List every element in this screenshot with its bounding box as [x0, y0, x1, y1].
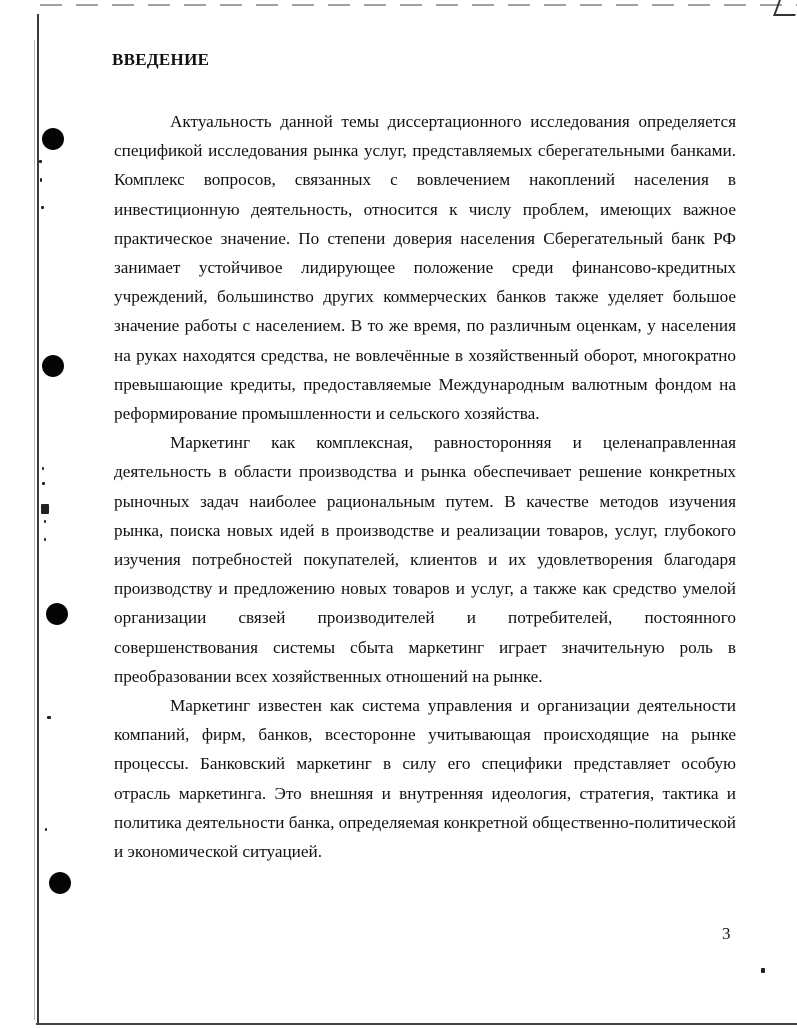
scan-speck: [45, 828, 47, 831]
scan-speck: [41, 504, 49, 514]
body-text: [114, 107, 736, 866]
scan-left-edge: [37, 14, 39, 1024]
scan-speck: [41, 206, 44, 209]
paragraph-marketing-activity: Маркетинг как комплексная, равносторонняя и целенаправленная деятельность в области производства и рынка обеспечивает решение конкретных рыночных задач наиболее рациональным путем. В качестве методов изучения рынка, поиска новых идей в производстве и реализации товаров, услуг, глубокого изучения потребностей покупателей, клиентов и их удовлетворения благодаря производству и предложению новых товаров и услуг, а также как средство умелой организации связей производителей и потребителей, постоянного совершенствования системы сбыта маркетинг играет значительную роль в преобразовании всех хозяйственных отношений на рынке.: [114, 433, 736, 686]
scan-left-edge-shadow: [34, 40, 35, 1020]
binder-hole: [49, 872, 71, 894]
scan-top-edge: [40, 4, 797, 6]
scan-speck: [40, 178, 42, 182]
paragraph-relevance: Актуальность данной темы диссертационного исследования определяется спецификой исследования рынка услуг, представляемых сберегательными банками. Комплекс вопросов, связанных с вовлечением накоплений населения в инвестиционную деятельность, относится к числу проблем, имеющих важное практическое значение. По степени доверия населения Сберегательный банк РФ занимает устойчивое лидирующее положение среди финансово-кредитных учреждений, большинство других коммерческих банков также уделяет большое значение работы с населением. В то же время, по различным оценкам, у населения на руках находятся средства, не вовлечённые в хозяйственный оборот, многократно превышающие кредиты, предоставляемые Международным валютным фондом на реформирование промышленности и сельского хозяйства.: [114, 112, 736, 424]
scan-speck: [47, 716, 51, 719]
scan-speck: [44, 538, 46, 541]
binder-hole: [46, 603, 68, 625]
paragraph-bank-marketing: Маркетинг известен как система управления и организации деятельности компаний, фирм, банков, всесторонне учитывающая происходящие на рынке процессы. Банковский маркетинг в силу его специфики представляет особую отрасль маркетинга. Это внешняя и внутренняя идеология, стратегия, тактика и политика деятельности банка, определяемая конкретной общественно-политической и экономической ситуацией.: [114, 696, 736, 862]
scan-speck: [44, 520, 46, 523]
page-number: 3: [722, 924, 731, 943]
scan-speck: [761, 968, 765, 973]
binder-hole: [42, 128, 64, 150]
scan-speck: [39, 160, 42, 163]
scan-bottom-edge: [36, 1023, 797, 1025]
scan-speck: [42, 467, 44, 470]
page-title: ВВЕДЕНИЕ: [112, 50, 210, 69]
scan-corner-mark: [773, 0, 797, 16]
binder-hole: [42, 355, 64, 377]
scan-speck: [42, 482, 45, 485]
